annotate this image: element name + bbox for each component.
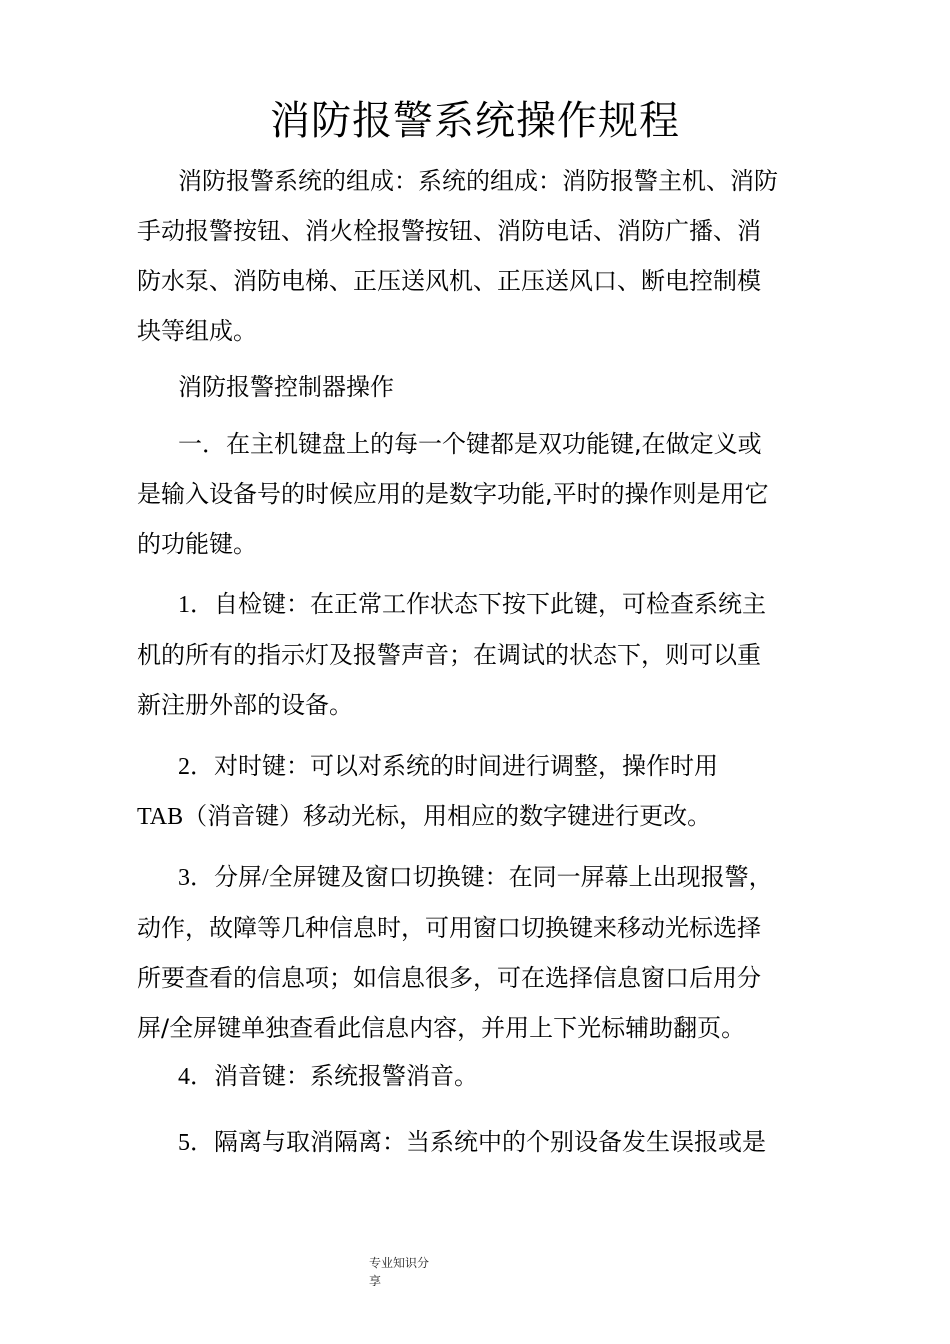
paragraph-isolation	[137, 1118, 817, 1168]
paragraph-line: 5．隔离与取消隔离：当系统中的个别设备发生误报或是	[178, 1130, 766, 1156]
paragraph-line: 消防报警控制器操作	[178, 373, 394, 401]
paragraph-time-key	[137, 742, 817, 842]
paragraph-line: 动作，故障等几种信息时，可用窗口切换键来移动光标选择	[137, 914, 761, 942]
paragraph-line: 是输入设备号的时候应用的是数字功能,平时的操作则是用它	[137, 480, 769, 508]
paragraph-line: 所要查看的信息项；如信息很多，可在选择信息窗口后用分	[137, 964, 761, 992]
paragraph-line: 屏/全屏键单独查看此信息内容，并用上下光标辅助翻页。	[137, 1014, 746, 1042]
paragraph-line: 的功能键。	[137, 530, 257, 558]
paragraph-line: 新注册外部的设备。	[137, 691, 353, 719]
footer-line: 享	[369, 1274, 382, 1288]
paragraph-line: 手动报警按钮、消火栓报警按钮、消防电话、消防广播、消	[137, 217, 761, 245]
paragraph-line: 1．自检键：在正常工作状态下按下此键，可检查系统主	[178, 592, 766, 618]
footer-line: 专业知识分	[369, 1256, 430, 1270]
paragraph-line: 3．分屏/全屏键及窗口切换键：在同一屏幕上出现报警，	[178, 865, 773, 891]
paragraph-split-screen-key	[137, 853, 817, 1053]
paragraph-dual-function-keys	[137, 419, 817, 569]
paragraph-system-composition	[137, 156, 817, 356]
paragraph-line: TAB（消音键）移动光标，用相应的数字键进行更改。	[137, 804, 712, 830]
paragraph-line: 4．消音键：系统报警消音。	[178, 1064, 478, 1090]
paragraph-self-test-key	[137, 580, 817, 730]
paragraph-line: 2．对时键：可以对系统的时间进行调整，操作时用	[178, 754, 718, 780]
document-title: 消防报警系统操作规程	[270, 98, 680, 144]
paragraph-line: 一．在主机键盘上的每一个键都是双功能键,在做定义或	[178, 430, 762, 458]
page-footer	[369, 1254, 449, 1290]
paragraph-line: 防水泵、消防电梯、正压送风机、正压送风口、断电控制模	[137, 267, 761, 295]
paragraph-line: 块等组成。	[137, 317, 257, 345]
paragraph-line: 消防报警系统的组成：系统的组成：消防报警主机、消防	[178, 167, 778, 195]
paragraph-mute-key	[137, 1052, 817, 1102]
section-heading-controller-operation	[137, 362, 817, 412]
paragraph-line: 机的所有的指示灯及报警声音；在调试的状态下，则可以重	[137, 641, 761, 669]
